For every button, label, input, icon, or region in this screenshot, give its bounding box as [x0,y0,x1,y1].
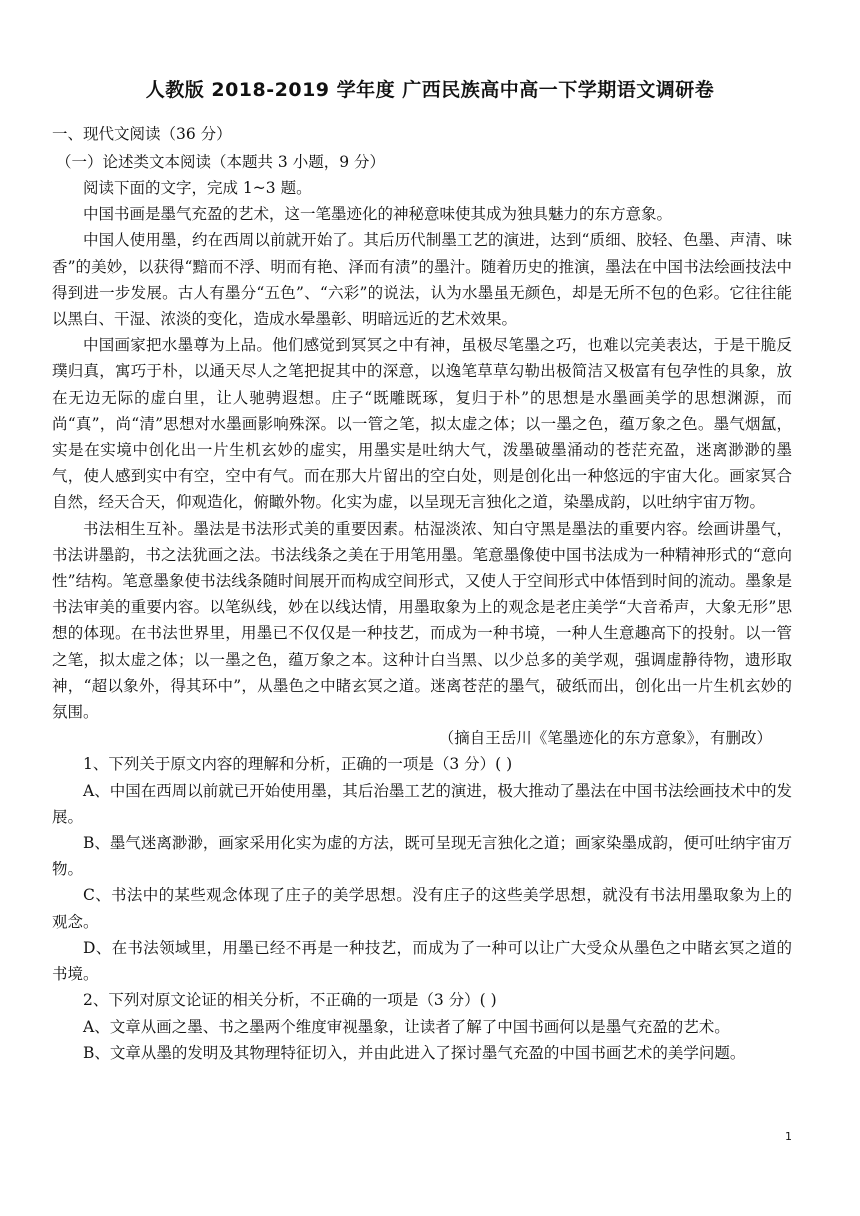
passage-paragraph: 中国书画是墨气充盈的艺术，这一笔墨迹化的神秘意味使其成为独具魅力的东方意象。 [83,205,673,224]
answer-option: A、中国在西周以前就已开始使用墨，其后治墨工艺的演进，极大推动了墨法在中国书法绘画技术中的发展。 [52,781,792,826]
answer-option: A、文章从画之墨、书之墨两个维度审视墨象，让读者了解了中国书画何以是墨气充盈的艺术。 [83,1017,730,1036]
question-stem: 2、下列对原文论证的相关分析，不正确的一项是（3 分）( ) [83,991,497,1010]
section-heading: 一、现代文阅读（36 分） [52,125,232,143]
answer-option: D、在书法领域里，用墨已经不再是一种技艺，而成为了一种可以让广大受众从墨色之中睹玄冥之道的书境。 [52,938,792,984]
reading-passage [52,175,792,1066]
question-stem: 1、下列关于原文内容的理解和分析，正确的一项是（3 分）( ) [83,755,513,774]
answer-option: C、书法中的某些观念体现了庄子的美学思想。没有庄子的这些美学思想，就没有书法用墨取象为上的观念。 [52,886,792,931]
subsection-heading: （一）论述类文本阅读（本题共 3 小题，9 分） [56,153,386,171]
answer-option: B、文章从墨的发明及其物理特征切入，并由此进入了探讨墨气充盈的中国书画艺术的美学问题。 [83,1043,746,1062]
passage-paragraph: 中国人使用墨，约在西周以前就开始了。其后历代制墨工艺的演进，达到“质细、胶轻、色墨、声清、味香”的美妙，以获得“黯而不浮、明而有艳、泽而有渍”的墨汁。随着历史的推演，墨法在中国书法绘画技法中得到进一步发展。古人有墨分“五色”、“六彩”的说法，认为水墨虽无颜色，却是无所不包的色彩。它往往能以黑白、干湿、浓淡的变化，造成水晕墨彰、明暗远近的艺术效果。 [52,231,792,329]
passage-source: （摘自王岳川《笔墨迹化的东方意象》，有删改） [438,729,772,748]
answer-option: B、墨气迷离渺渺，画家采用化实为虚的方法，既可呈现无言独化之道；画家染墨成韵，便可吐纳宇宙万物。 [52,834,792,879]
document-title: 人教版 2018-2019 学年度 广西民族高中高一下学期语文调研卷 [145,79,715,101]
passage-paragraph: 中国画家把水墨尊为上品。他们感觉到冥冥之中有神，虽极尽笔墨之巧，也难以完美表达，于是干脆反璞归真，寓巧于朴，以通天尽人之笔把捉其中的深意，以逸笔草草勾勒出极简洁又极富有包孕性的具象，放在无边无际的虚白里，让人驰骋遐想。庄子“既雕既琢，复归于朴”的思想是水墨画美学的思想渊源，而尚“真”，尚“清”思想对水墨画影响殊深。以一管之笔，拟太虚之体；以一墨之色，蕴万象之色。墨气烟氲，实是在实境中创化出一片生机玄妙的虚实，用墨实是吐纳大气，泼墨破墨涌动的苍茫充盈，迷离渺渺的墨气，使人感到实中有空，空中有气。而在那大片留出的空白处，则是创化出一种悠远的宇宙大化。画家冥合自然，经天合天，仰观造化，俯瞰外物。化实为虚，以呈现无言独化之道，染墨成韵，以吐纳宇宙万物。 [52,336,792,512]
passage-paragraph: 书法相生互补。墨法是书法形式美的重要因素。枯湿淡浓、知白守黑是墨法的重要内容。绘画讲墨气，书法讲墨韵，书之法犹画之法。书法线条之美在于用笔用墨。笔意墨像使中国书法成为一种精神形式的“意向性”结构。笔意墨象使书法线条随时间展开而构成空间形式，又使人于空间形式中体悟到时间的流动。墨象是书法审美的重要内容。以笔纵线，妙在以线达情，用墨取象为上的观念是老庄美学“大音希声，大象无形”思想的体现。在书法世界里，用墨已不仅仅是一种技艺，而成为一种书境，一种人生意趣高下的投射。以一管之笔，拟太虚之体；以一墨之色，蕴万象之本。这种计白当黑、以少总多的美学观，强调虚静待物，遗形取神，“超以象外，得其环中”，从墨色之中睹玄冥之道。迷离苍茫的墨气，破纸而出，创化出一片生机玄妙的氛围。 [52,519,792,722]
page-number: 1 [785,1130,792,1143]
instruction-paragraph: 阅读下面的文字，完成 1~3 题。 [83,179,312,197]
